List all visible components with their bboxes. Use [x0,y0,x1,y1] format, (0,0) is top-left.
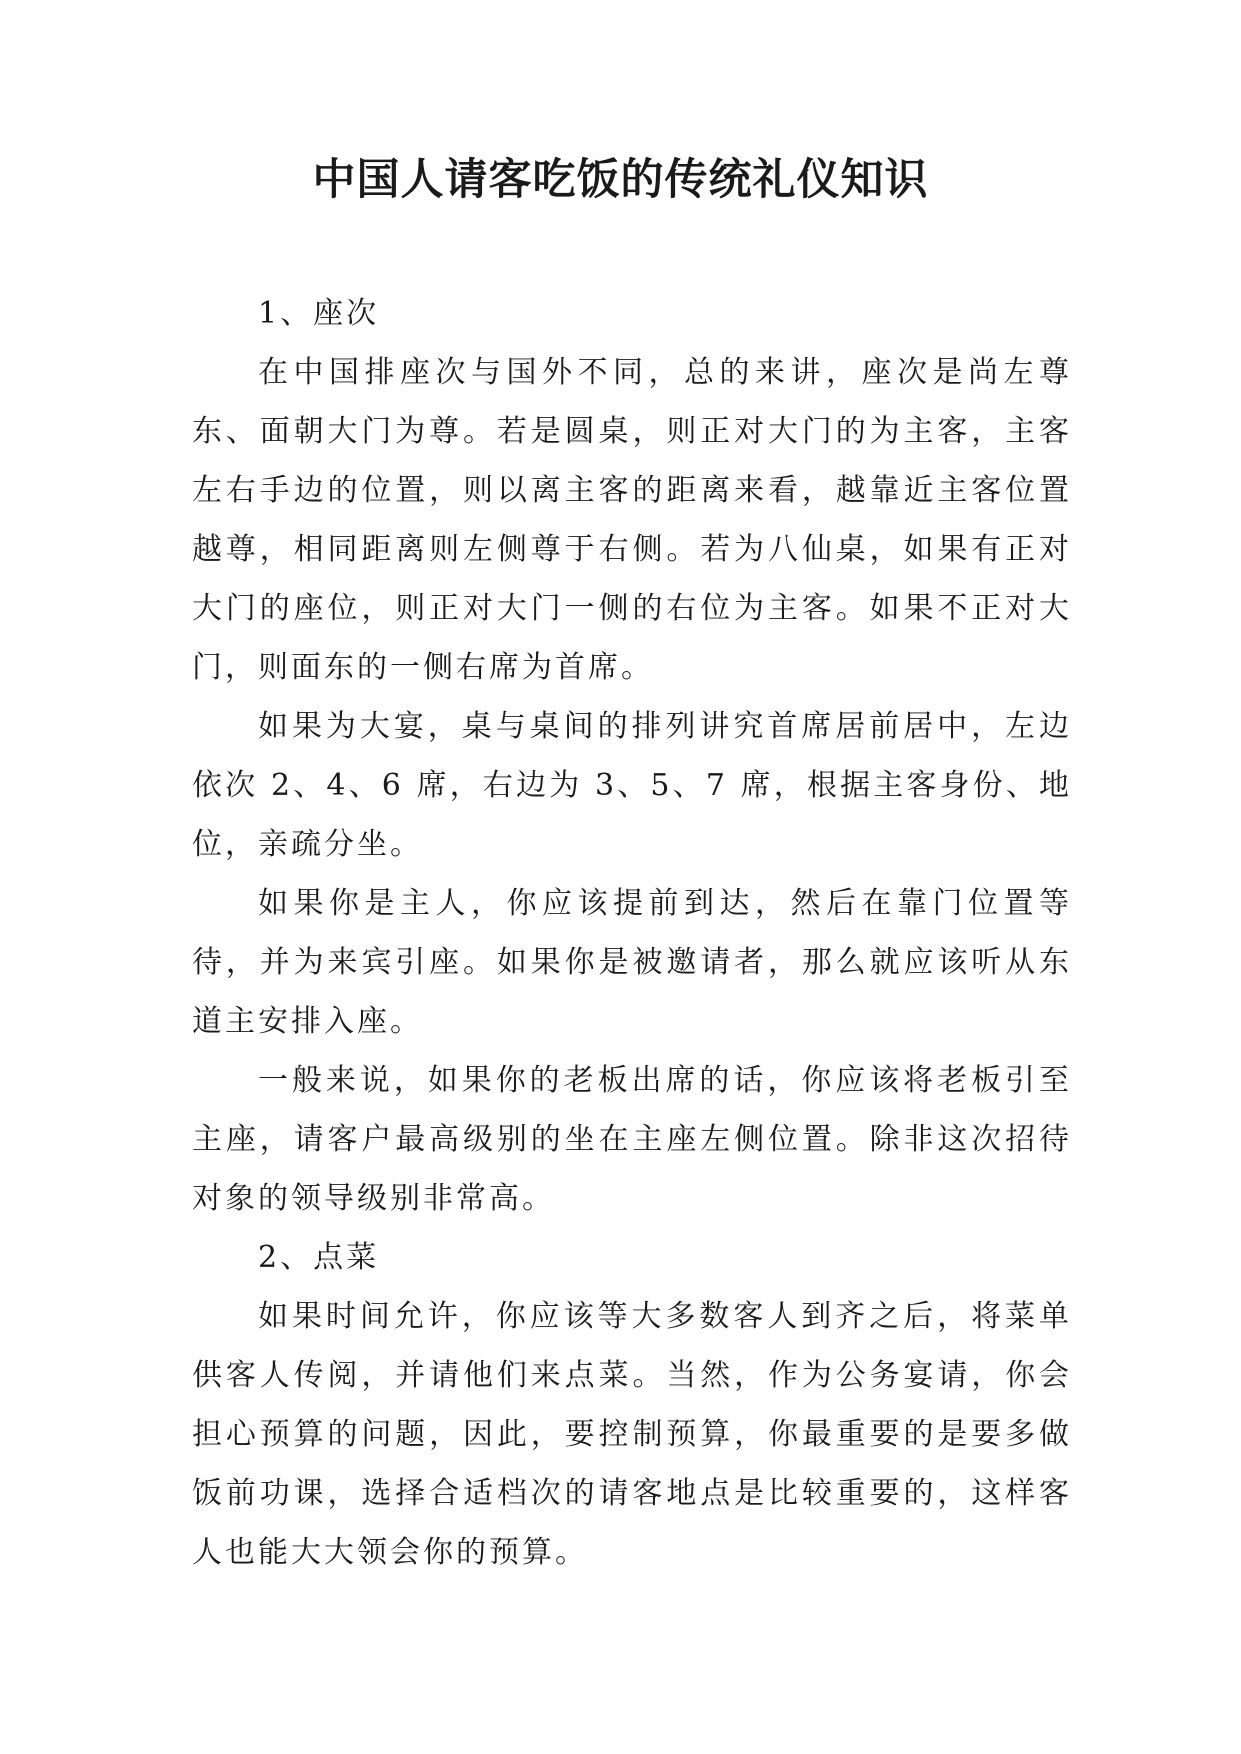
paragraph-boss-seating: 一般来说，如果你的老板出席的话，你应该将老板引至主座，请客户最高级别的坐在主座左侧位置。除非这次招待对象的领导级别非常高。 [192,1063,1072,1216]
paragraph-banquet-arrangement: 如果为大宴，桌与桌间的排列讲究首席居前居中，左边依次 2、4、6 席，右边为 3、5、7 席，根据主客身份、地位，亲疏分坐。 [192,709,1072,862]
section-heading-seating: 1、座次 [258,296,380,331]
paragraph-ordering: 如果时间允许，你应该等大多数客人到齐之后，将菜单供客人传阅，并请他们来点菜。当然，作为公务宴请，你会担心预算的问题，因此，要控制预算，你最重要的是要多做饭前功课，选择合适档次的请客地点是比较重要的，这样客人也能大大领会你的预算。 [192,1299,1072,1570]
document-body [192,284,1072,1582]
paragraph-seating-rules: 在中国排座次与国外不同，总的来讲，座次是尚左尊东、面朝大门为尊。若是圆桌，则正对大门的为主客，主客左右手边的位置，则以离主客的距离来看，越靠近主客位置越尊，相同距离则左侧尊于右侧。若为八仙桌，如果有正对大门的座位，则正对大门一侧的右位为主客。如果不正对大门，则面东的一侧右席为首席。 [192,355,1072,685]
section-heading-ordering: 2、点菜 [258,1240,380,1275]
paragraph-host-guest: 如果你是主人，你应该提前到达，然后在靠门位置等待，并为来宾引座。如果你是被邀请者，那么就应该听从东道主安排入座。 [192,886,1072,1039]
document-title: 中国人请客吃饭的传统礼仪知识 [312,155,929,205]
